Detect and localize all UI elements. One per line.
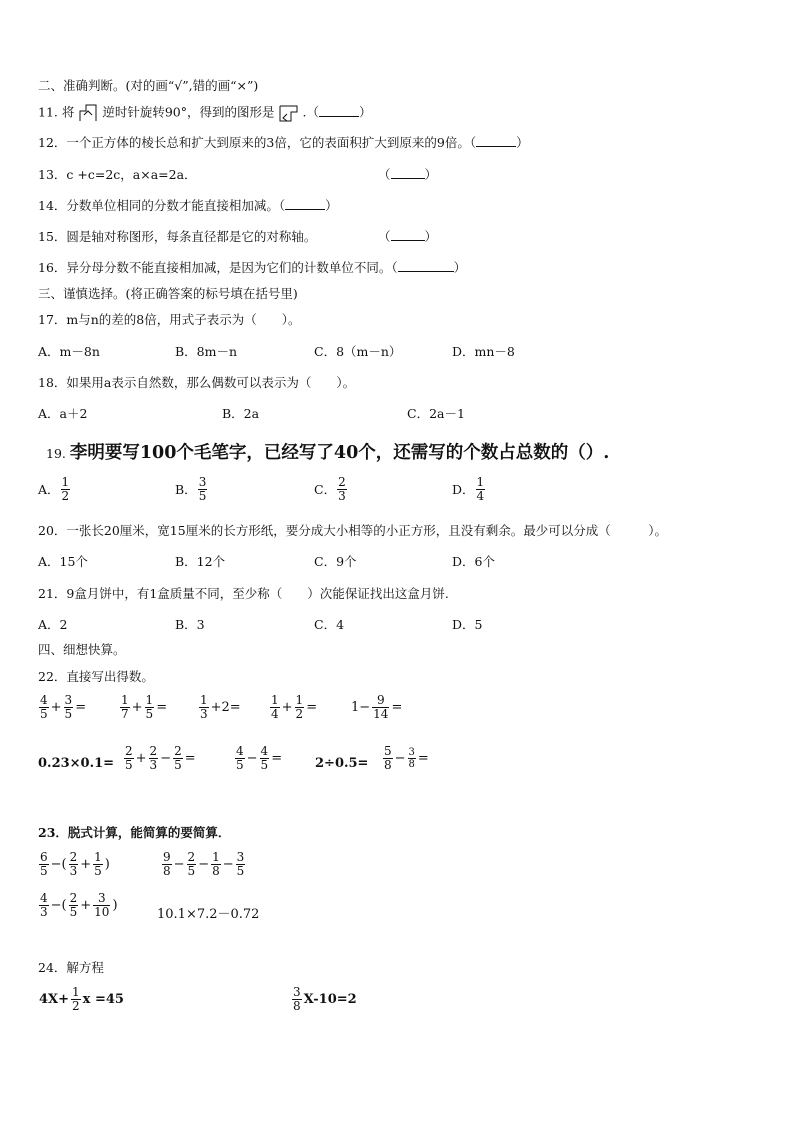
numerator: 2 <box>125 744 133 758</box>
q20-option-a[interactable]: A．15个 <box>38 554 88 569</box>
numerator: 1 <box>200 693 208 707</box>
fraction <box>198 476 208 503</box>
fraction <box>124 745 134 772</box>
q19-option-a[interactable] <box>38 476 71 503</box>
q19-option-c[interactable] <box>314 476 348 503</box>
denominator: 4 <box>271 707 279 721</box>
q22-expr-4 <box>269 694 318 721</box>
answer-blank[interactable] <box>391 229 425 241</box>
denominator: 10 <box>94 905 110 919</box>
fraction <box>270 694 280 721</box>
q16-text: 16．异分母分数不能直接相加减，是因为它们的计数单位不同。（ <box>38 260 398 275</box>
q11-close: ） <box>358 104 372 120</box>
numerator: 1 <box>476 475 485 489</box>
numerator: 2 <box>149 744 158 758</box>
numerator: 3 <box>236 850 245 864</box>
q21-option-d[interactable]: D．5 <box>452 617 483 632</box>
fraction <box>173 745 183 772</box>
question-17: 17．m与n的差的8倍，用式子表示为（ ）。 <box>38 312 301 327</box>
question-13 <box>38 167 197 183</box>
q23-expr-2 <box>161 851 246 878</box>
operator: + <box>135 751 147 766</box>
option-label: B． <box>175 481 197 497</box>
fraction <box>408 747 416 770</box>
question-24: 24．解方程 <box>38 960 104 975</box>
numerator: 3 <box>97 891 106 905</box>
numerator: 2 <box>187 850 196 864</box>
option-label: C． <box>314 481 337 497</box>
q13-text: 13．c +c=2c，a×a=2a． <box>38 167 197 182</box>
q24-equation-2 <box>291 986 358 1013</box>
q22-expr-8 <box>234 745 283 772</box>
denominator: 5 <box>125 758 133 772</box>
denominator: 8 <box>293 999 301 1013</box>
q15-close: ） <box>424 229 438 244</box>
fraction <box>39 892 49 919</box>
question-19 <box>46 442 609 464</box>
numerator: 5 <box>384 744 392 758</box>
fraction <box>295 694 305 721</box>
answer-blank[interactable] <box>398 260 454 272</box>
fraction <box>337 476 347 503</box>
q11-text-post: .（ <box>302 104 319 120</box>
numerator: 1 <box>94 850 102 864</box>
fraction <box>235 745 245 772</box>
question-18: 18．如果用a表示自然数，那么偶数可以表示为（ ）。 <box>38 375 356 390</box>
fraction <box>199 694 209 721</box>
numerator: 1 <box>212 850 220 864</box>
numerator: 1 <box>271 693 279 707</box>
q19-option-b[interactable] <box>175 476 208 503</box>
question-11 <box>38 104 372 122</box>
denominator: 8 <box>163 864 171 878</box>
q23-expr-1 <box>38 851 111 878</box>
operator: − <box>394 751 406 766</box>
numerator: 1 <box>295 693 304 707</box>
q21-option-a[interactable]: A．2 <box>38 617 68 632</box>
q12-close: ） <box>516 135 529 150</box>
denominator: 3 <box>69 864 78 878</box>
denominator: 5 <box>94 864 102 878</box>
question-12 <box>38 135 529 151</box>
operator: − <box>198 857 210 872</box>
denominator: 3 <box>40 905 48 919</box>
numerator: 3 <box>408 747 415 758</box>
fraction <box>162 851 172 878</box>
denominator: 5 <box>40 707 48 721</box>
fraction <box>292 986 302 1013</box>
denominator: 8 <box>384 758 392 772</box>
q23-expr-4: 10.1×7.2－0.72 <box>157 907 260 922</box>
q13-close: ） <box>424 167 438 182</box>
denominator: 5 <box>40 864 48 878</box>
question-15 <box>38 229 316 245</box>
denominator: 5 <box>198 489 207 503</box>
q20-option-d[interactable]: D．6个 <box>452 554 495 569</box>
q24-equation-1 <box>38 986 125 1013</box>
q17-option-d[interactable]: D．mn－8 <box>452 344 515 359</box>
answer-blank[interactable] <box>285 198 325 210</box>
operator: − <box>246 751 258 766</box>
q22-expr-7 <box>123 745 197 772</box>
q15-answer <box>378 229 437 245</box>
q22-expr-9: 2÷0.5= <box>315 756 369 771</box>
paren: ) <box>104 857 110 872</box>
fraction <box>39 851 49 878</box>
q17-option-c[interactable]: C．8（m－n） <box>314 344 402 359</box>
numerator: 2 <box>69 850 78 864</box>
denominator: 8 <box>212 864 220 878</box>
q13-open: （ <box>378 167 391 182</box>
numerator: 4 <box>236 744 244 758</box>
q19-text: 李明要写100个毛笔字，已经写了40个，还需写的个数占总数的（）. <box>69 443 610 463</box>
equals: = <box>156 700 168 715</box>
fraction <box>187 851 197 878</box>
rotated-shape-icon <box>279 104 299 122</box>
q22-expr-6: 0.23×0.1= <box>38 756 115 771</box>
fraction <box>71 986 81 1013</box>
section-4-header: 四、细想快算。 <box>38 642 126 657</box>
q16-close: ） <box>453 260 467 275</box>
denominator: 5 <box>236 758 244 772</box>
question-22: 22．直接写出得数。 <box>38 669 154 684</box>
operator: − <box>160 751 172 766</box>
expr-lead: 4X+ <box>39 992 70 1007</box>
q14-text: 14．分数单位相同的分数才能直接相加减。（ <box>38 198 286 213</box>
denominator: 5 <box>69 905 78 919</box>
equals: = <box>184 751 196 766</box>
fraction <box>120 694 130 721</box>
denominator: 2 <box>72 999 80 1013</box>
numerator: 1 <box>72 985 80 999</box>
section-2-header: 二、准确判断。(对的画“√”,错的画“×”) <box>38 78 259 93</box>
numerator: 4 <box>40 891 48 905</box>
fraction <box>93 851 103 878</box>
denominator: 5 <box>236 864 245 878</box>
denominator: 5 <box>145 707 154 721</box>
equals: = <box>417 751 429 766</box>
operator: + <box>80 898 92 913</box>
equals: = <box>271 751 283 766</box>
question-16 <box>38 260 466 276</box>
denominator: 14 <box>373 707 389 721</box>
equals: = <box>391 700 403 715</box>
section-3-header: 三、谨慎选择。(将正确答案的标号填在括号里) <box>38 286 298 301</box>
numerator: 1 <box>145 693 154 707</box>
q17-option-a[interactable]: A．m－8n <box>38 344 100 359</box>
expr-tail: x =45 <box>82 992 124 1007</box>
q21-option-b[interactable]: B．3 <box>175 617 205 632</box>
q15-text: 15．圆是轴对称图形，每条直径都是它的对称轴。 <box>38 229 317 244</box>
q17-option-b[interactable]: B．8m－n <box>175 344 238 359</box>
paren: ) <box>112 898 118 913</box>
fraction <box>93 892 110 919</box>
q19-option-d[interactable] <box>452 476 486 503</box>
q18-option-a[interactable]: A．a＋2 <box>38 406 88 421</box>
denominator: 5 <box>174 758 182 772</box>
numerator: 9 <box>163 850 171 864</box>
q23-expr-3 <box>38 892 119 919</box>
denominator: 8 <box>408 759 415 770</box>
numerator: 3 <box>198 475 207 489</box>
equals: = <box>75 700 87 715</box>
numerator: 6 <box>40 850 48 864</box>
fraction <box>372 694 389 721</box>
answer-blank[interactable] <box>476 135 516 147</box>
q21-option-c[interactable]: C．4 <box>314 617 345 632</box>
fraction <box>69 892 79 919</box>
option-label: D． <box>452 481 475 497</box>
denominator: 3 <box>149 758 158 772</box>
numerator: 4 <box>260 744 269 758</box>
numerator: 1 <box>61 475 70 489</box>
equals: = <box>306 700 318 715</box>
q20-option-b[interactable]: B．12个 <box>175 554 226 569</box>
numerator: 2 <box>338 475 346 489</box>
numerator: 3 <box>293 985 301 999</box>
denominator: 5 <box>260 758 269 772</box>
operator: + <box>131 700 143 715</box>
operator: + <box>50 700 62 715</box>
q19-number: 19. <box>46 446 66 461</box>
denominator: 7 <box>121 707 129 721</box>
denominator: 3 <box>338 489 346 503</box>
numerator: 2 <box>174 744 182 758</box>
answer-blank[interactable] <box>319 105 359 117</box>
fraction <box>149 745 159 772</box>
numerator: 4 <box>40 693 48 707</box>
fraction <box>39 694 49 721</box>
fraction <box>476 476 486 503</box>
expr-tail: X-10=2 <box>303 992 357 1007</box>
fraction <box>145 694 155 721</box>
denominator: 5 <box>187 864 196 878</box>
q20-option-c[interactable]: C．9个 <box>314 554 357 569</box>
q22-expr-5 <box>350 694 403 721</box>
q18-option-b[interactable]: B．2a <box>222 406 260 421</box>
q14-close: ） <box>325 198 338 213</box>
numerator: 1 <box>121 693 129 707</box>
operator: −( <box>50 898 67 913</box>
q11-text-pre2: 将 <box>61 104 75 120</box>
fraction <box>61 476 71 503</box>
numerator: 9 <box>376 693 385 707</box>
q11-text-pre: 11. <box>38 104 58 120</box>
q22-expr-3 <box>198 694 242 721</box>
question-23: 23．脱式计算，能简算的要简算． <box>38 825 231 840</box>
question-21: 21．9盒月饼中，有1盒质量不同，至少称（ ）次能保证找出这盒月饼. <box>38 586 449 601</box>
expr-lead: 1− <box>351 700 371 715</box>
denominator: 5 <box>64 707 73 721</box>
operator: − <box>173 857 185 872</box>
operator: + <box>80 857 92 872</box>
q12-text: 12．一个正方体的棱长总和扩大到原来的3倍，它的表面积扩大到原来的9倍。（ <box>38 135 477 150</box>
expr-tail: +2= <box>210 700 241 715</box>
answer-blank[interactable] <box>391 167 425 179</box>
fraction <box>383 745 393 772</box>
fraction <box>260 745 270 772</box>
q18-option-c[interactable]: C．2a－1 <box>407 406 465 421</box>
numerator: 3 <box>64 693 73 707</box>
q22-expr-1 <box>38 694 87 721</box>
question-14 <box>38 198 338 214</box>
denominator: 4 <box>476 489 485 503</box>
denominator: 2 <box>295 707 304 721</box>
arrow-shape-icon <box>78 104 98 122</box>
numerator: 2 <box>69 891 78 905</box>
fraction <box>64 694 74 721</box>
option-label: A． <box>38 481 60 497</box>
denominator: 2 <box>61 489 70 503</box>
q22-expr-2 <box>119 694 168 721</box>
operator: − <box>222 857 234 872</box>
fraction <box>69 851 79 878</box>
q13-answer <box>378 167 437 183</box>
q11-text-mid: 逆时针旋转90°，得到的图形是 <box>102 104 275 120</box>
denominator: 3 <box>200 707 208 721</box>
fraction <box>236 851 246 878</box>
operator: + <box>281 700 293 715</box>
fraction <box>211 851 221 878</box>
question-20: 20．一张长20厘米，宽15厘米的长方形纸，要分成大小相等的小正方形，且没有剩余。最少可以分成（ ）。 <box>38 523 667 538</box>
operator: −( <box>50 857 67 872</box>
q22-expr-10 <box>382 745 430 772</box>
q15-open: （ <box>378 229 391 244</box>
